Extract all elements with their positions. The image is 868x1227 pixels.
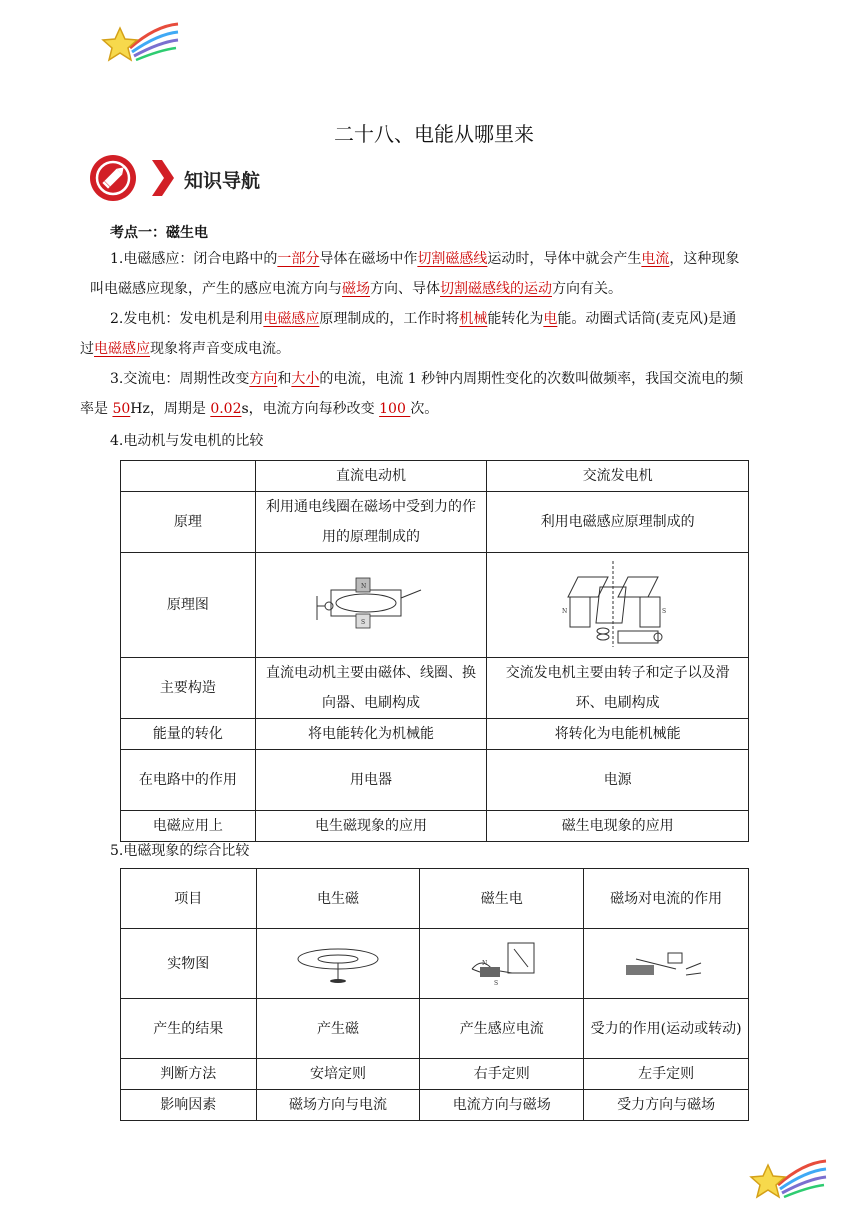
svg-text:N: N [361,583,367,590]
paragraph-line: 率是 50Hz，周期是 0.02s，电流方向每秒改变 100 次。 [80,401,439,417]
table-row-label: 产生的结果 [121,999,257,1059]
table-header-cell: 电生磁 [256,869,420,929]
table-cell: 受力的作用(运动或转动) [584,999,749,1059]
table-header-cell: 直流电动机 [255,461,487,492]
table-row [121,869,749,929]
svg-text:S: S [661,608,666,615]
section-heading: 考点一：磁生电 [110,225,208,241]
table-cell: 产生感应电流 [420,999,584,1059]
solenoid-image [288,939,388,989]
table-row [121,461,749,492]
page-title: 二十八、电能从哪里来 [334,122,534,146]
table-row [121,719,749,750]
table-row [121,750,749,811]
table-header-cell: 交流发电机 [487,461,749,492]
table-row [121,553,749,658]
table-caption: 5.电磁现象的综合比较 [110,843,250,859]
paragraph-line: 叫电磁感应现象，产生的感应电流方向与磁场方向、导体切割磁感线的运动方向有关。 [90,281,622,297]
table-cell: 磁场方向与电流 [256,1090,420,1121]
table-header-cell: 磁生电 [420,869,584,929]
table-header-cell: 磁场对电流的作用 [584,869,749,929]
section-nav-title: 知识导航 [184,170,261,192]
table-cell: 产生磁 [256,999,420,1059]
table-row [121,492,749,553]
table-cell [256,929,420,999]
table-cell: 电生磁现象的应用 [255,811,487,842]
svg-text:S: S [361,619,366,626]
table-cell: 右手定则 [420,1059,584,1090]
table-cell: 安培定则 [256,1059,420,1090]
force-on-current-image [616,939,716,989]
star-icon [748,1155,828,1203]
table-cell [255,553,487,658]
table-row-label: 判断方法 [121,1059,257,1090]
table-cell: 直流电动机主要由磁体、线圈、换向器、电刷构成 [255,658,487,719]
table-cell [121,461,256,492]
ac-generator-diagram-image [558,557,678,653]
table-cell: 左手定则 [584,1059,749,1090]
table-header-cell: 项目 [121,869,257,929]
table-row-label: 能量的转化 [121,719,256,750]
table-cell: 将转化为电能机械能 [487,719,749,750]
table-cell [420,929,584,999]
paragraph-line: 1.电磁感应：闭合电路中的一部分导体在磁场中作切割磁感线运动时，导体中就会产生电流，这种现象 [110,251,740,267]
table-caption: 4.电动机与发电机的比较 [110,433,264,449]
table-row [121,929,749,999]
paragraph-line: 3.交流电：周期性改变方向和大小的电流，电流 1 秒钟内周期性变化的次数叫做频率，我国交流电的频 [110,371,744,387]
table-cell: 将电能转化为机械能 [255,719,487,750]
table-cell: 磁生电现象的应用 [487,811,749,842]
table-cell: 电源 [487,750,749,811]
table-row [121,1090,749,1121]
table-cell [584,929,749,999]
motor-generator-table [120,460,749,842]
electromagnetism-comparison-table [120,868,749,1121]
table-cell: 电流方向与磁场 [420,1090,584,1121]
table-row [121,811,749,842]
table-cell: 交流发电机主要由转子和定子以及滑环、电刷构成 [487,658,749,719]
table-row-label: 电磁应用上 [121,811,256,842]
table-cell: 受力方向与磁场 [584,1090,749,1121]
table-row-label: 实物图 [121,929,257,999]
chevron-right-icon [148,158,176,198]
svg-text:S: S [493,979,498,987]
paragraph-line: 过电磁感应现象将声音变成电流。 [80,341,290,357]
star-icon [100,18,180,66]
table-row-label: 主要构造 [121,658,256,719]
svg-text:N: N [561,608,567,615]
table-row [121,658,749,719]
induction-setup-image [452,939,552,989]
table-cell: 利用电磁感应原理制成的 [487,492,749,553]
dc-motor-diagram-image [311,570,431,640]
table-row-label: 影响因素 [121,1090,257,1121]
table-row-label: 原理图 [121,553,256,658]
table-cell: 用电器 [255,750,487,811]
table-row [121,1059,749,1090]
pencil-icon [86,152,142,204]
svg-text:N: N [481,959,488,967]
table-cell: 利用通电线圈在磁场中受到力的作用的原理制成的 [255,492,487,553]
table-row-label: 原理 [121,492,256,553]
table-row [121,999,749,1059]
paragraph-line: 2.发电机：发电机是利用电磁感应原理制成的，工作时将机械能转化为电能。动圈式话筒(麦克风)是通 [110,311,737,327]
table-row-label: 在电路中的作用 [121,750,256,811]
table-cell [487,553,749,658]
